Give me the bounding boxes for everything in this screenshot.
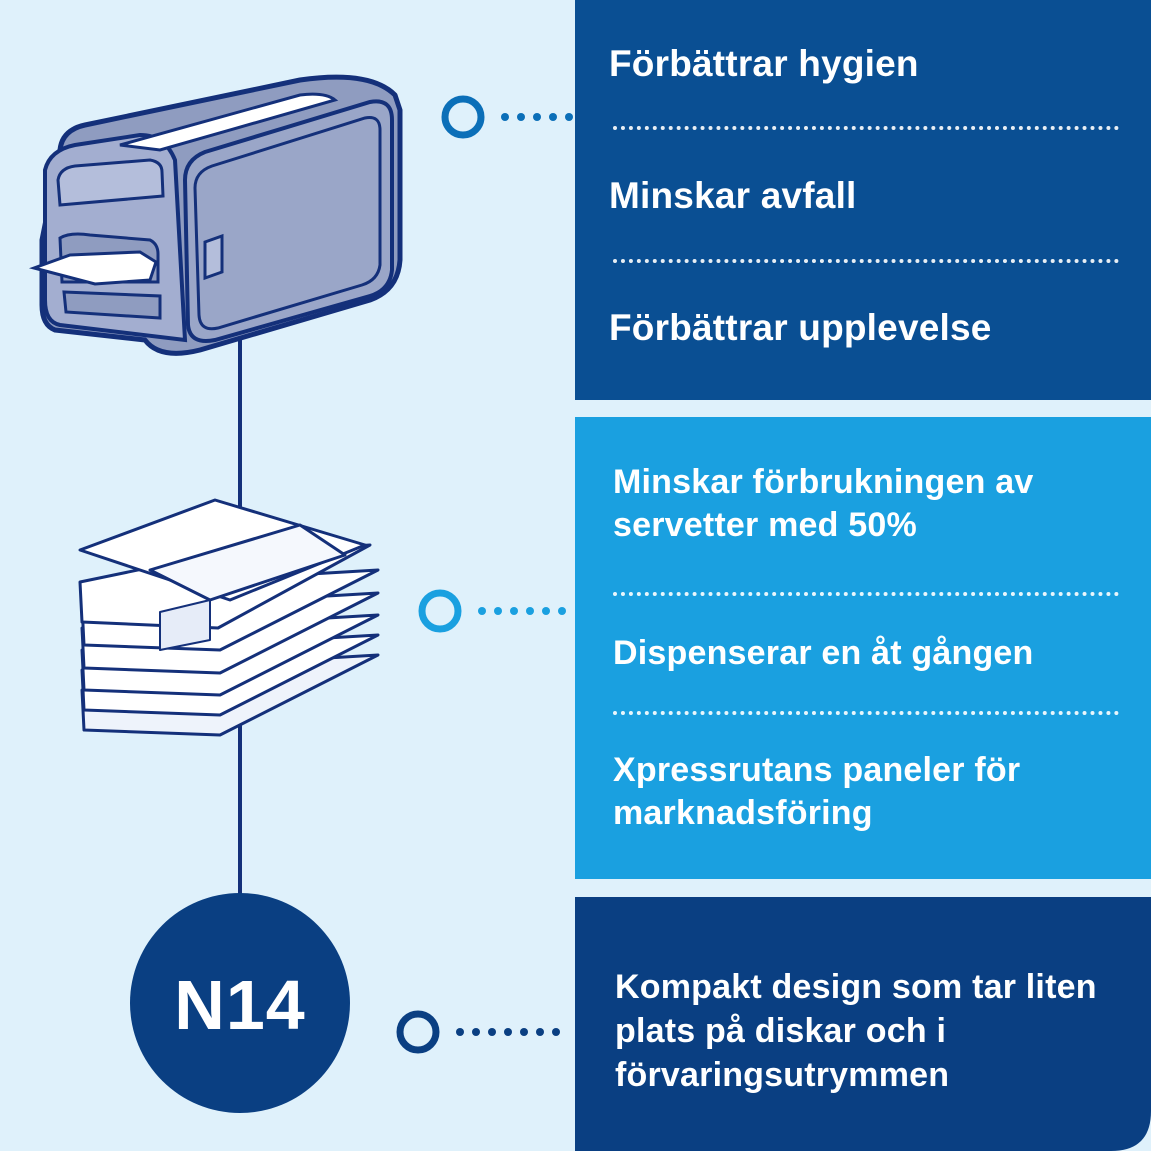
benefit-item: Dispenserar en åt gången [613, 634, 1034, 672]
connector-circle-icon [400, 1014, 560, 1050]
benefits-panel-middle [575, 417, 1151, 879]
badge-label: N14 [174, 966, 306, 1044]
dotted-divider [613, 592, 1119, 596]
benefit-item: Förbättrar hygien [609, 43, 919, 84]
benefit-item: Minskar avfall [609, 175, 857, 216]
connector-circle-icon [422, 593, 566, 629]
benefit-item: Kompakt design som tar liten plats på diskar och i förvaringsutrymmen [615, 968, 1097, 1094]
corner-curve [1111, 1111, 1151, 1151]
dotted-divider [613, 126, 1119, 130]
napkin-stack-icon [80, 500, 378, 735]
dotted-divider [613, 259, 1119, 263]
benefit-item: Xpressrutans paneler för marknadsföring [613, 751, 1021, 832]
benefits-panel-bottom [575, 897, 1151, 1151]
benefit-item: Förbättrar upplevelse [609, 307, 992, 348]
connector-circle-icon [445, 99, 573, 135]
napkin-dispenser-icon [34, 77, 400, 353]
benefits-panel-top [575, 0, 1151, 400]
dotted-divider [613, 711, 1119, 715]
benefit-item: Minskar förbrukningen av servetter med 50% [613, 463, 1034, 544]
